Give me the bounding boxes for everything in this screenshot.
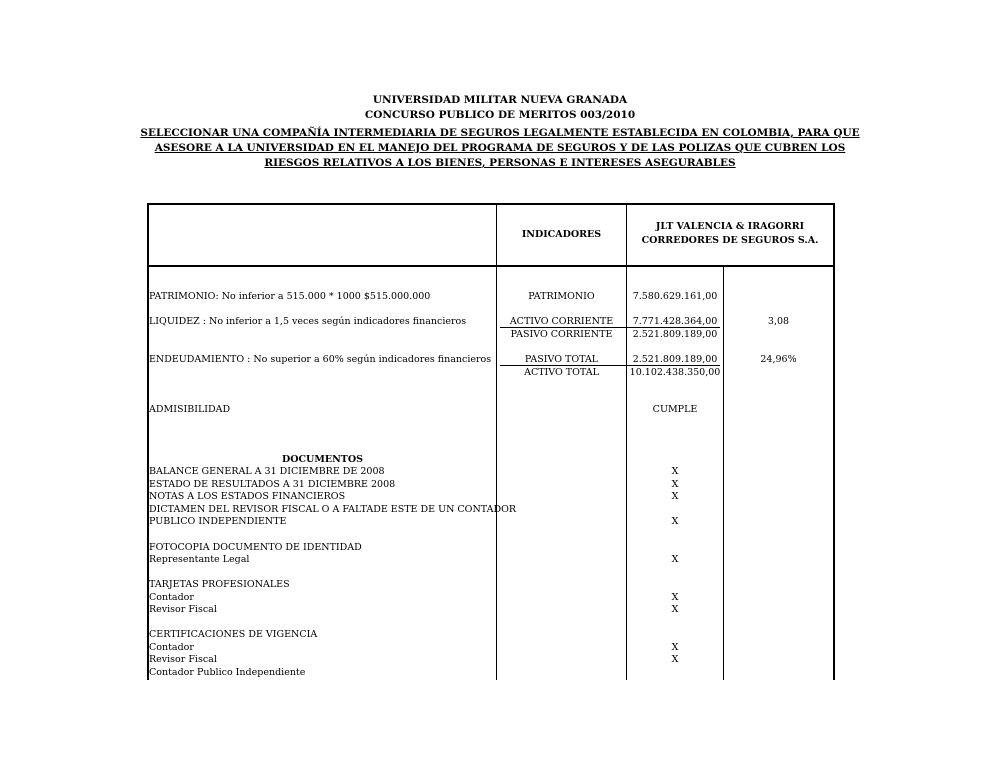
university-title: UNIVERSIDAD MILITAR NUEVA GRANADA <box>372 94 628 106</box>
table-right-border <box>833 203 835 680</box>
doc-tarjetas: TARJETAS PROFESIONALES <box>149 579 290 590</box>
indicadores-header: INDICADORES <box>521 229 602 240</box>
doc-dictamen-line-2: PUBLICO INDEPENDIENTE <box>149 516 287 527</box>
table-header-bottom-border <box>147 265 835 267</box>
patrimonio-value: 7.580.629.161,00 <box>632 291 718 302</box>
doc-contador-publico: Contador Publico Independiente <box>149 667 306 678</box>
endeudamiento-denominator: ACTIVO TOTAL <box>524 367 599 378</box>
doc-representante-legal: Representante Legal <box>149 554 250 565</box>
company-name-line-1: JLT VALENCIA & IRAGORRI <box>655 221 805 232</box>
subject-line-3: RIESGOS RELATIVOS A LOS BIENES, PERSONAS E INTERESES ASEGURABLES <box>264 157 736 169</box>
doc-representante-mark: X <box>671 554 679 565</box>
documentos-title: DOCUMENTOS <box>281 454 363 465</box>
patrimonio-label: PATRIMONIO: No inferior a 515.000 * 1000 $515.000.000 <box>149 291 431 302</box>
doc-fotocopia: FOTOCOPIA DOCUMENTO DE IDENTIDAD <box>149 542 362 553</box>
endeudamiento-label: ENDEUDAMIENTO : No superior a 60% según indicadores financieros <box>149 354 492 365</box>
doc-certificaciones: CERTIFICACIONES DE VIGENCIA <box>149 629 318 640</box>
admisibilidad-value: CUMPLE <box>652 404 698 415</box>
doc-cert-contador-mark: X <box>671 642 679 653</box>
subject-line-2: ASESORE A LA UNIVERSIDAD EN EL MANEJO DEL PROGRAMA DE SEGUROS Y DE LAS POLIZAS QUE CUBREN LOS <box>154 142 846 154</box>
doc-balance-general: BALANCE GENERAL A 31 DICIEMBRE DE 2008 <box>149 466 385 477</box>
admisibilidad-label: ADMISIBILIDAD <box>149 404 231 415</box>
endeudamiento-den-value: 10.102.438.350,00 <box>629 367 721 378</box>
liquidez-numerator: ACTIVO CORRIENTE <box>509 316 614 327</box>
doc-notas: NOTAS A LOS ESTADOS FINANCIEROS <box>149 491 346 502</box>
endeudamiento-result: 24,96% <box>760 354 797 365</box>
doc-balance-mark: X <box>671 466 679 477</box>
doc-notas-mark: X <box>671 491 679 502</box>
endeudamiento-num-value: 2.521.809.189,00 <box>632 354 718 365</box>
patrimonio-indicator: PATRIMONIO <box>528 291 595 302</box>
liquidez-num-value: 7.771.428.364,00 <box>632 316 718 327</box>
liquidez-result: 3,08 <box>767 316 790 327</box>
doc-cert-contador: Contador <box>149 642 194 653</box>
doc-cert-revisor: Revisor Fiscal <box>149 654 217 665</box>
doc-dictamen-line-1: DICTAMEN DEL REVISOR FISCAL O A FALTADE ESTE DE UN CONTADOR <box>149 504 517 515</box>
doc-estado-mark: X <box>671 479 679 490</box>
doc-tarjetas-revisor: Revisor Fiscal <box>149 604 217 615</box>
doc-tarjetas-revisor-mark: X <box>671 604 679 615</box>
col-divider-1 <box>496 203 497 680</box>
doc-dictamen-mark: X <box>671 516 679 527</box>
doc-tarjetas-contador-mark: X <box>671 592 679 603</box>
doc-estado-resultados: ESTADO DE RESULTADOS A 31 DICIEMBRE 2008 <box>149 479 396 490</box>
company-name-line-2: CORREDORES DE SEGUROS S.A. <box>641 235 819 246</box>
doc-tarjetas-contador: Contador <box>149 592 194 603</box>
endeudamiento-numerator: PASIVO TOTAL <box>524 354 599 365</box>
contest-title: CONCURSO PUBLICO DE MERITOS 003/2010 <box>364 109 636 121</box>
subject-line-1: SELECCIONAR UNA COMPAÑÍA INTERMEDIARIA DE SEGUROS LEGALMENTE ESTABLECIDA EN COLOMBIA, PARA QUE <box>140 127 860 139</box>
liquidez-label: LIQUIDEZ : No inferior a 1,5 veces según indicadores financieros <box>149 316 467 327</box>
table-top-border <box>147 203 835 205</box>
liquidez-denominator: PASIVO CORRIENTE <box>510 329 613 340</box>
liquidez-den-value: 2.521.809.189,00 <box>632 329 718 340</box>
doc-cert-revisor-mark: X <box>671 654 679 665</box>
